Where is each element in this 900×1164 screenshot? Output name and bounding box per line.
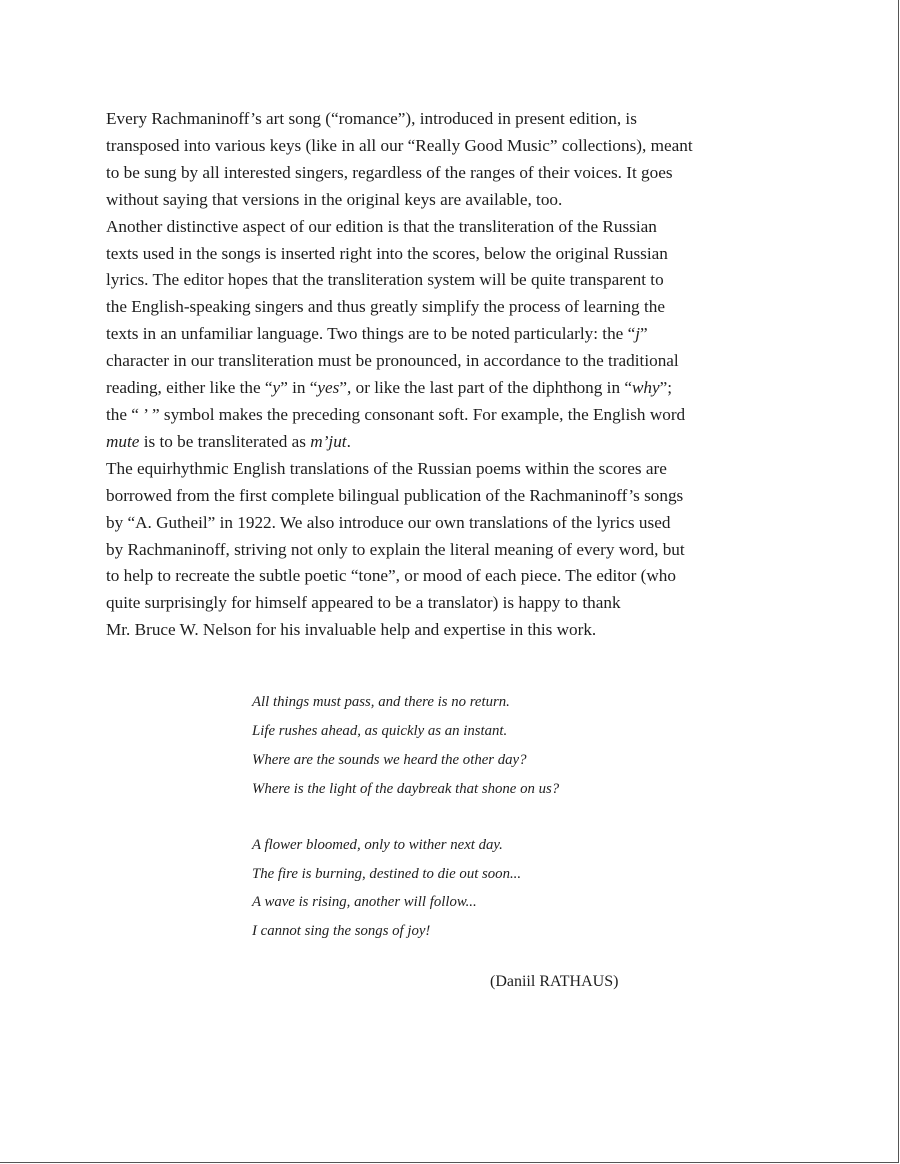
text-segment: . [346,431,351,451]
text-line: quite surprisingly for himself appeared to be a translator) is happy to thank [106,593,621,613]
text-line: the English-speaking singers and thus greatly simplify the process of learning the [106,297,665,317]
text-line: Mr. Bruce W. Nelson for his invaluable help and expertise in this work. [106,620,597,640]
text-line: without saying that versions in the original keys are available, too. [106,189,563,209]
text-line: to be sung by all interested singers, regardless of the ranges of their voices. It goes [106,162,673,182]
text-line: by Rachmaninoff, striving not only to explain the literal meaning of every word, but [106,539,685,559]
poem-line: Where are the sounds we heard the other day? [252,751,527,768]
text-line: borrowed from the first complete bilingual publication of the Rachmaninoff’s songs [106,485,684,505]
italic-example: m’jut [310,431,347,451]
text-line: the “ ’ ” symbol makes the preceding consonant soft. For example, the English word [106,404,686,424]
text-line: The equirhythmic English translations of the Russian poems within the scores are [106,458,667,478]
text-line: character in our transliteration must be pronounced, in accordance to the traditional [106,351,679,371]
paragraph-transliteration [106,214,796,456]
text-line [106,321,796,348]
poem-stanza-1 [252,688,672,804]
text-line: Another distinctive aspect of our edition is that the transliteration of the Russian [106,216,657,236]
poem-line: A wave is rising, another will follow... [252,894,477,911]
italic-example: j [635,324,641,344]
italic-example: yes [317,378,340,398]
text-segment: ”, or like the last part of the diphthong in “ [339,378,632,398]
poem-line: Where is the light of the daybreak that shone on us? [252,780,560,797]
text-line: by “A. Gutheil” in 1922. We also introduce our own translations of the lyrics used [106,512,671,532]
text-line: Every Rachmaninoff’s art song (“romance”), introduced in present edition, is [106,109,637,128]
poem-stanza-2 [252,831,672,947]
text-segment: reading, either like the “ [106,378,273,398]
text-segment: is to be transliterated as [139,431,311,451]
text-segment: ” in “ [280,378,318,398]
poem-line: I cannot sing the songs of joy! [252,923,431,940]
italic-example: mute [106,431,140,451]
text-line: lyrics. The editor hopes that the transliteration system will be quite transparent to [106,270,664,290]
paragraph-transposition [106,106,796,214]
poem-attribution: (Daniil RATHAUS) [490,973,619,990]
italic-example: y [272,378,281,398]
poem-line: The fire is burning, destined to die out soon... [252,865,522,882]
text-segment: texts in an unfamiliar language. Two things are to be noted particularly: the “ [106,324,636,344]
poem-line: A flower bloomed, only to wither next day. [252,836,503,853]
text-line: texts used in the songs is inserted right into the scores, below the original Russian [106,243,668,263]
text-segment: ”; [659,378,673,398]
paragraph-translations [106,456,796,644]
text-line: transposed into various keys (like in all our “Really Good Music” collections), meant [106,135,693,155]
poem-line: All things must pass, and there is no return. [252,694,510,710]
text-segment: ” [640,324,648,344]
poem [252,688,672,946]
italic-example: why [631,378,660,398]
poem-line: Life rushes ahead, as quickly as an instant. [252,722,508,739]
text-line [106,375,796,402]
text-line [106,429,796,456]
text-line: to help to recreate the subtle poetic “tone”, or mood of each piece. The editor (who [106,566,676,586]
intro-text [106,106,796,644]
